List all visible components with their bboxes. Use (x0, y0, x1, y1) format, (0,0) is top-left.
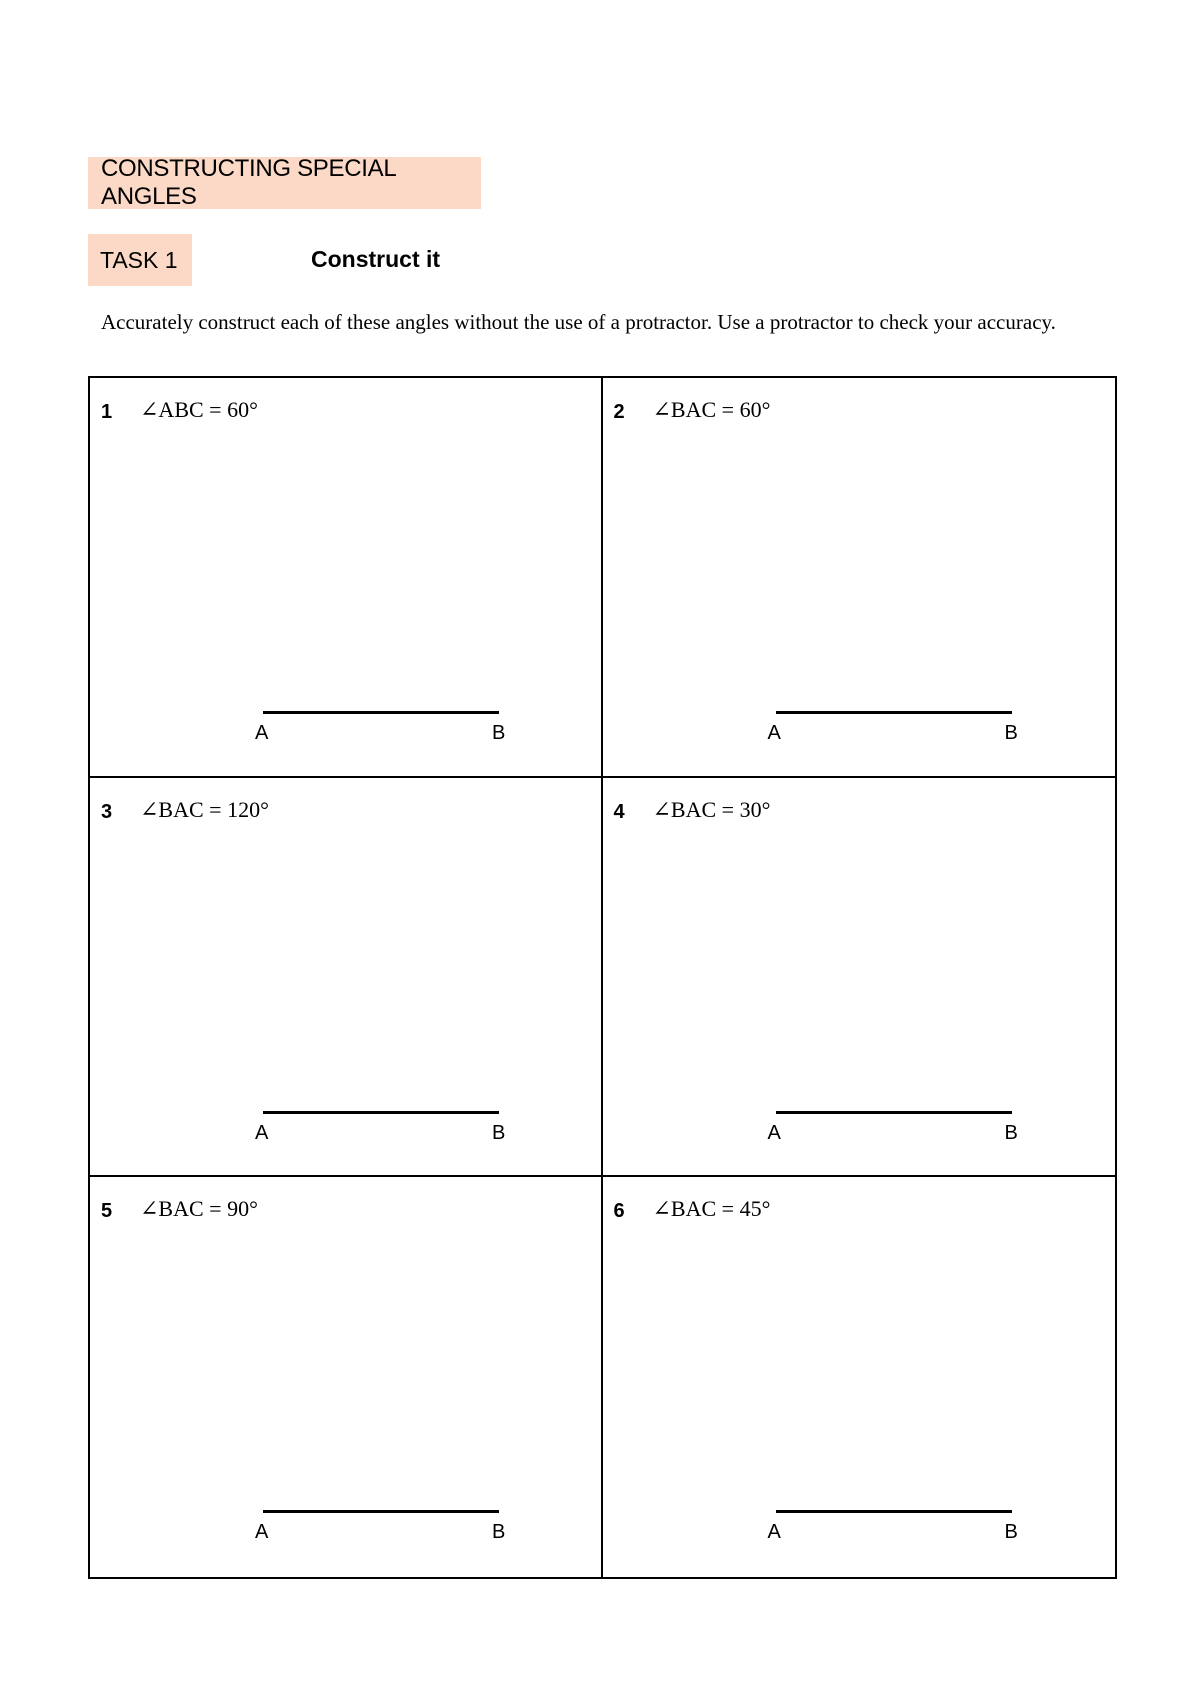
question-cell-1 (90, 378, 603, 778)
point-b-label: B (1004, 1121, 1018, 1144)
point-b-label: B (492, 1521, 506, 1544)
question-angle: ∠BAC = 45° (652, 1196, 771, 1222)
question-cell-2 (603, 378, 1116, 778)
line-segment-ab (776, 1510, 1012, 1513)
line-segment-ab (263, 1510, 499, 1513)
question-number: 2 (613, 401, 625, 423)
point-b-label: B (492, 722, 506, 744)
question-cell-3 (90, 778, 603, 1178)
point-b-label: B (1004, 1521, 1018, 1544)
question-number: 5 (101, 1200, 113, 1223)
worksheet-title: CONSTRUCTING SPECIAL ANGLES (88, 157, 481, 209)
question-angle: ∠BAC = 120° (140, 796, 269, 822)
instructions-text: Accurately construct each of these angles without the use of a protractor. Use a protractor to check your accuracy. (101, 310, 1056, 334)
question-cell-4 (603, 778, 1116, 1178)
question-angle: ∠BAC = 30° (652, 796, 771, 822)
point-a-label: A (767, 1121, 781, 1144)
line-segment-ab (776, 711, 1012, 714)
question-cell-5 (90, 1177, 603, 1577)
line-segment-ab (776, 1111, 1012, 1114)
point-a-label: A (767, 1521, 781, 1544)
point-b-label: B (1004, 722, 1018, 744)
point-a-label: A (255, 722, 269, 744)
question-number: 4 (613, 800, 625, 823)
point-a-label: A (255, 1521, 269, 1544)
point-a-label: A (767, 722, 781, 744)
line-segment-ab (263, 1111, 499, 1114)
question-angle: ∠BAC = 90° (140, 1196, 258, 1222)
question-number: 1 (101, 401, 113, 423)
point-b-label: B (492, 1121, 506, 1144)
task-label: TASK 1 (88, 234, 192, 286)
line-segment-ab (263, 711, 499, 714)
task-name: Construct it (311, 246, 441, 272)
question-angle: ∠BAC = 60° (652, 397, 771, 422)
question-grid (88, 376, 1117, 1579)
question-number: 6 (613, 1200, 625, 1223)
question-angle: ∠ABC = 60° (140, 397, 258, 422)
point-a-label: A (255, 1121, 269, 1144)
question-cell-6 (603, 1177, 1116, 1577)
question-number: 3 (101, 800, 113, 823)
